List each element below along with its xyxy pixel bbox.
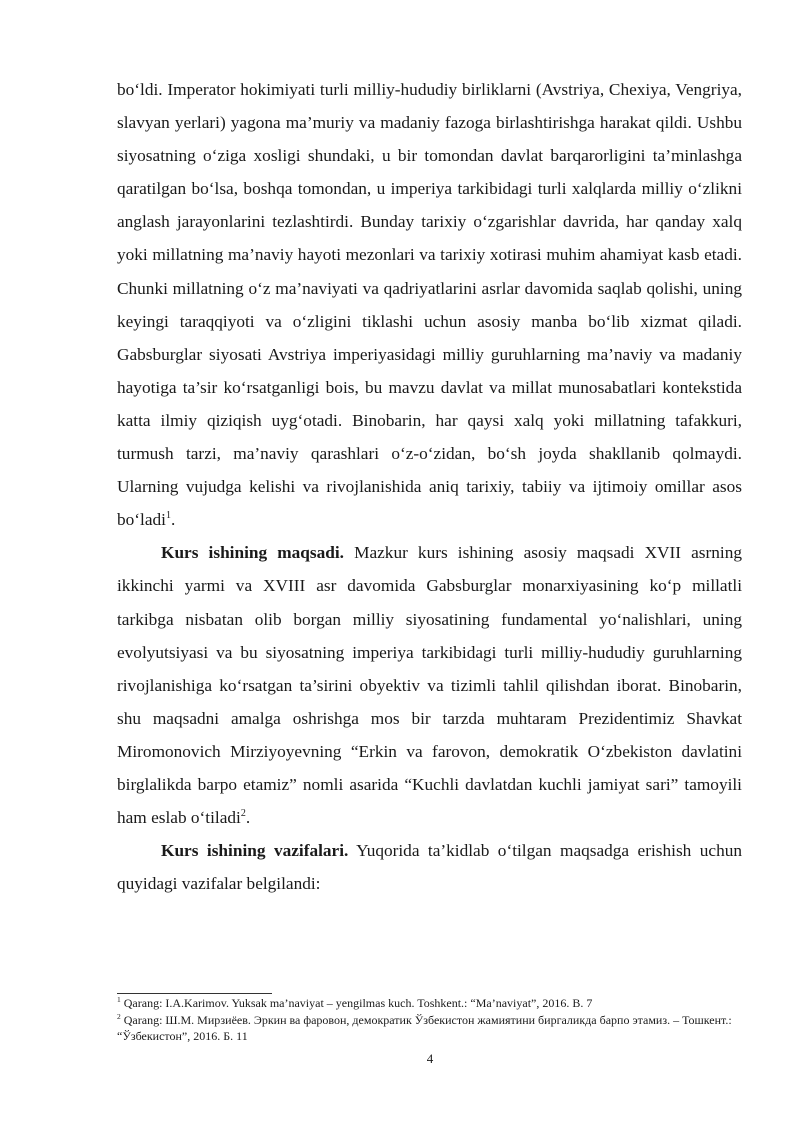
footnote-2 — [117, 1012, 747, 1045]
footnote-1-text: Qarang: I.A.Karimov. Yuksak ma’naviyat – yengilmas kuch. Toshkent.: “Ma’naviyat”, 2016. B. 7 — [120, 996, 593, 1010]
footnote-ref-2: 2 — [240, 808, 246, 820]
footnote-1 — [117, 995, 747, 1012]
tasks-heading: Kurs ishining vazifalari. — [161, 841, 349, 861]
tasks-text: Yuqorida ta’kidlab o‘tilgan maqsadga erishish uchun quyidagi vazifalar belgilandi: — [117, 841, 742, 894]
paragraph-1-text: bo‘ldi. Imperator hokimiyati turli milliy-hududiy birliklarni (Avstriya, Chexiya, Vengriya, slavyan yerlari) yagona ma’muriy va madaniy fazoga birlashtirishga harakat qildi. Ushbu siyosatning o‘ziga xosligi shundaki, u bir tomondan davlat barqarorligini ta’minlashga qaratilgan bo‘lsa, boshqa tomondan, u imperiya tarkibidagi turli xalqlarda milliy o‘zlikni anglash jarayonlarini tezlashtirdi. Bunday tarixiy o‘zgarishlar davrida, har qanday xalq yoki millatning ma’naviy hayoti mezonlari va tarixiy xotirasi muhim ahamiyat kasb etadi. Chunki millatning o‘z ma’naviyati va qadriyatlarini asrlar davomida saqlab qolishi, uning keyingi taraqqiyoti va o‘zligini tiklashi uchun asosiy manba bo‘lib xizmat qiladi. Gabsburglar siyosati Avstriya imperiyasidagi milliy guruhlarning ma’naviy va madaniy hayotiga ta’sir ko‘rsatganligi bois, bu mavzu davlat va millat munosabatlari kontekstida katta ilmiy qiziqish uyg‘otadi. Binobarin, har qaysi xalq yoki millatning tafakkuri, turmush tarzi, ma’naviy qarashlari o‘z-o‘zidan, bo‘sh joyda shakllanib qolmaydi. Ularning vujudga kelishi va rivojlanishida aniq tarixiy, tabiiy va ijtimoiy omillar asos bo‘ladi — [117, 80, 742, 530]
body-text — [117, 73, 742, 900]
goal-text: Mazkur kurs ishining asosiy maqsadi XVII asrning ikkinchi yarmi va XVIII asr davomida Gabsburglar monarxiyasining ko‘p millatli tarkibga nisbatan olib borgan milliy siyosatining fundamental yo‘nalishlari, uning evolyutsiyasi va bu siyosatning imperiya tarkibidagi turli milliy-hududiy guruhlarning rivojlanishiga ko‘rsatgan ta’sirini obyektiv va tizimli tahlil qilishdan iborat. Binobarin, shu maqsadni amalga oshrishga mos bir tarzda muhtaram Prezidentimiz Shavkat Miromonovich Mirziyoyevning “Erkin va farovon, demokratik O‘zbekiston davlatini birglalikda barpo etamiz” nomli asarida “Kuchli davlatdan kuchli jamiyat sari” tamoyili ham eslab o‘tiladi — [117, 543, 743, 828]
goal-heading: Kurs ishining maqsadi. — [161, 543, 344, 563]
footnote-2-text: Qarang: Ш.М. Мирзиёев. Эркин ва фаровон, демократик Ўзбекистон жамиятини биргаликда барпо этамиз. – Тошкент.: “Ўзбекистон”, 2016. Б. 11 — [117, 1012, 732, 1043]
footnote-separator — [117, 993, 272, 994]
paragraph-goal — [117, 536, 742, 834]
page-number: 4 — [426, 1051, 434, 1066]
footnote-1-number: 1 — [117, 995, 121, 1004]
footnote-2-number: 2 — [117, 1011, 121, 1021]
footnote-ref-1: 1 — [165, 510, 171, 522]
paragraph-tasks — [117, 834, 742, 900]
paragraph-1 — [117, 73, 742, 536]
footnotes — [117, 995, 747, 1045]
paragraph-1-end: . — [170, 510, 176, 530]
goal-end: . — [245, 808, 251, 828]
